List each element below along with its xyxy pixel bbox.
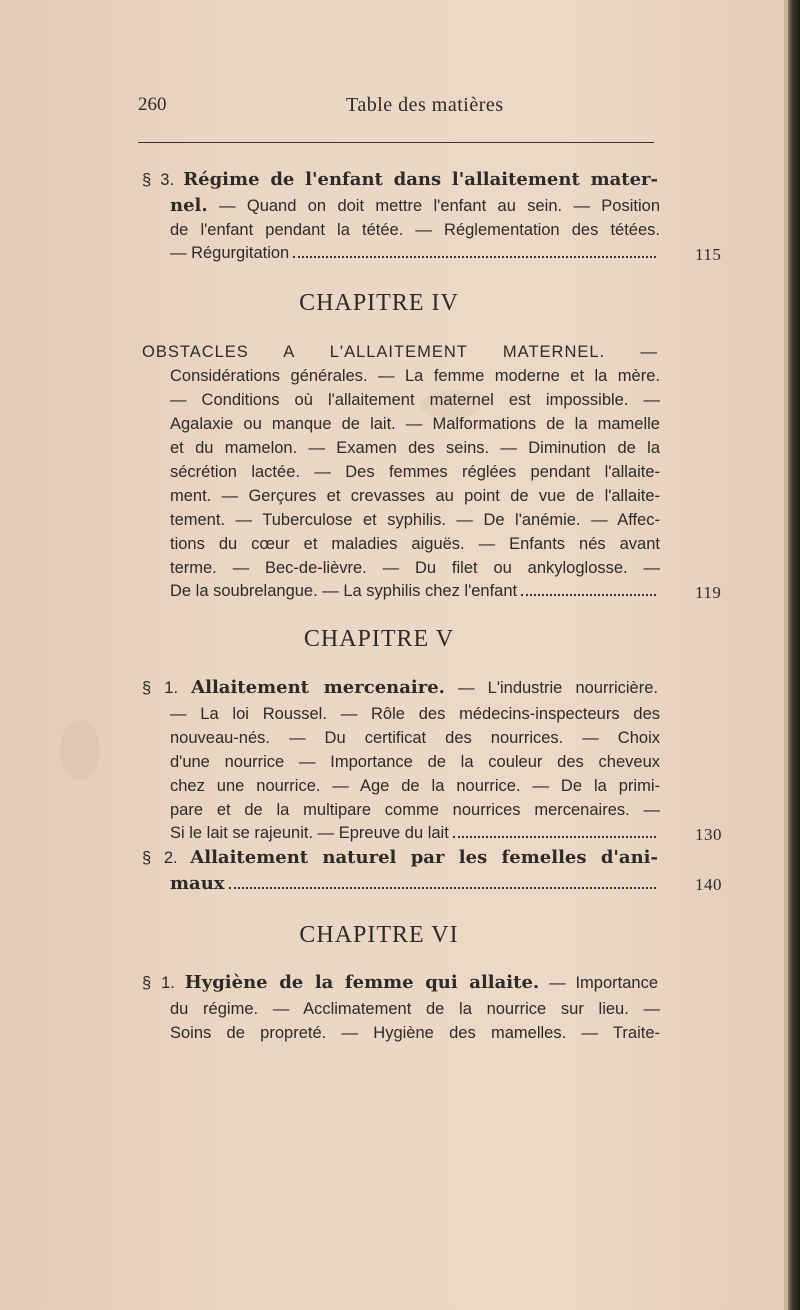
chapter-vi-line-2: du régime. — Acclimatement de la nourrice sur lieu. — <box>170 1000 660 1018</box>
chapter-v-heading: CHAPITRE V <box>303 626 455 652</box>
chapter-iv-last-line: De la soubrelangue. — La syphilis chez l'enfant <box>170 582 518 600</box>
running-title: Table des matières <box>346 94 504 116</box>
chapter-v-line-2: — La loi Roussel. — Rôle des médecins-inspecteurs des <box>170 705 660 723</box>
section-3-line-2-text: — Quand on doit mettre l'enfant au sein. — Position <box>219 197 660 215</box>
chapter-v-line-6: pare et de la multipare comme nourrices mercenaires. — <box>170 801 660 819</box>
section-title-allaitement-naturel: Allaitement naturel par les femelles d'ani- <box>190 847 658 868</box>
section-marker: § 3. <box>142 171 175 189</box>
page-ref-130: 130 <box>695 825 722 844</box>
chapter-v-line-5: chez une nourrice. — Age de la nourrice. — De la primi- <box>170 777 660 795</box>
section-title-allaitement-mercenaire: Allaitement mercenaire. <box>191 677 445 698</box>
page-header <box>138 94 658 122</box>
section-1-first-line-text: — L'industrie nourricière. <box>458 679 658 697</box>
header-rule <box>138 142 654 143</box>
chapter-iv-line-2: Considérations générales. — La femme moderne et la mère. <box>170 367 660 385</box>
chapter-iv-heading: CHAPITRE IV <box>299 290 459 316</box>
section-3-title: Régime de l'enfant dans l'allaitement mater- <box>183 169 658 190</box>
chapter-v-section-2-toc-line <box>170 873 660 895</box>
chapter-v-line-4: d'une nourrice — Importance de la couleur des cheveux <box>170 753 660 771</box>
chapter-vi-section-1-title-line <box>142 973 658 993</box>
section-1-first-line-text: — Importance <box>549 974 659 992</box>
leader-dots <box>521 582 656 596</box>
chapter-iv-line-9: tions du cœur et maladies aiguës. — Enfants nés avant <box>170 535 660 553</box>
chapter-v-line-3: nouveau-nés. — Du certificat des nourrices. — Choix <box>170 729 660 747</box>
page-number: 260 <box>138 94 167 115</box>
chapter-iv-toc-line <box>170 582 660 604</box>
chapter-iv-line-8: tement. — Tuberculose et syphilis. — De l'anémie. — Affec- <box>170 511 660 529</box>
chapter-vi-line-3: Soins de propreté. — Hygiène des mamelles. — Traite- <box>170 1024 660 1042</box>
section-3-line-3: de l'enfant pendant la tétée. — Réglementation des tétées. <box>170 221 660 239</box>
section-marker: § 1. <box>142 974 175 992</box>
page-ref-119: 119 <box>695 583 722 602</box>
section-3-toc-line <box>170 244 660 266</box>
chapter-iv-line-6: sécrétion lactée. — Des femmes réglées pendant l'allaite- <box>170 463 660 481</box>
chapter-iv-line-1: OBSTACLES A L'ALLAITEMENT MATERNEL. — <box>142 343 658 361</box>
chapter-iv-line-10: terme. — Bec-de-lièvre. — Du filet ou ankyloglosse. — <box>170 559 660 577</box>
chapter-iv-line-3: — Conditions où l'allaitement maternel est impossible. — <box>170 391 660 409</box>
paper-stain <box>60 720 100 780</box>
section-3-title-line <box>142 170 658 190</box>
chapter-vi-heading: CHAPITRE VI <box>299 922 459 948</box>
section-3-line-4: — Régurgitation <box>170 244 290 262</box>
chapter-v-section-2-title-line <box>142 848 658 868</box>
chapter-v-section-1-title-line <box>142 678 658 698</box>
chapter-iv-line-7: ment. — Gerçures et crevasses au point de vue de l'allaite- <box>170 487 660 505</box>
page-ref-115: 115 <box>695 245 722 264</box>
leader-dots <box>293 244 656 258</box>
chapter-iv-line-4: Agalaxie ou manque de lait. — Malformations de la mamelle <box>170 415 660 433</box>
book-binding <box>788 0 800 1310</box>
section-marker: § 2. <box>142 849 178 867</box>
chapter-v-section-1-last-line: Si le lait se rajeunit. — Epreuve du lait <box>170 824 449 842</box>
leader-dots <box>453 824 656 838</box>
page-ref-140: 140 <box>695 875 722 894</box>
section-marker: § 1. <box>142 679 179 697</box>
section-3-title-end: nel. <box>170 195 208 216</box>
section-title-hygiene: Hygiène de la femme qui allaite. <box>184 972 540 993</box>
chapter-v-section-1-toc-line <box>170 824 660 846</box>
leader-dots <box>229 875 656 889</box>
chapter-iv-line-5: et du mamelon. — Examen des seins. — Diminution de la <box>170 439 660 457</box>
section-3-line-2 <box>170 196 660 216</box>
section-title-allaitement-naturel-end: maux <box>170 873 225 894</box>
